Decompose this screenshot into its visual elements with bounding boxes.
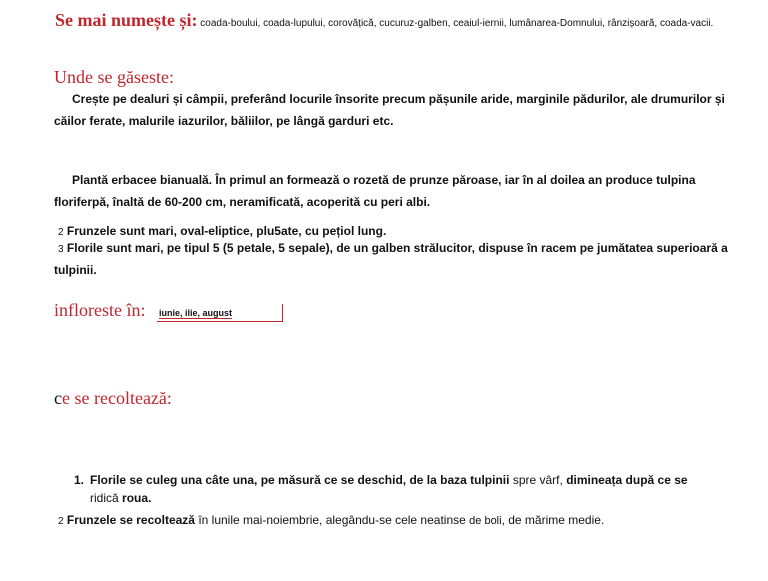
harvest-heading-rest: e se recoltează: — [62, 388, 172, 408]
harvest-item-part: dimineața după ce se — [566, 473, 688, 487]
harvest-item-part: ridică — [90, 491, 119, 505]
description-text-body: Plantă erbacee bianuală. În primul an formează o rozetă de prunze păroase, iar în al doilea an produce tulpina floriferpă, înaltă de 60-200 cm, neramificată, acoperită cu peri albi. — [54, 173, 696, 209]
bloom-months-value: iunie, ilie, august — [159, 308, 233, 318]
harvest-item-part: spre vârf, — [512, 473, 563, 487]
harvest-item-part: de boli — [469, 515, 502, 527]
harvest-item-part: Frunzele se recoltează — [66, 513, 195, 527]
harvest-item-part: Florile se culeg una câte una, pe măsură ce se deschid, de la baza tulpinii — [90, 473, 510, 487]
harvest-item — [58, 511, 748, 531]
feature-number: 3 — [58, 244, 64, 255]
harvest-item-part: roua. — [122, 491, 152, 505]
aliases-heading: Se mai numește și: — [55, 10, 198, 30]
description-text — [54, 169, 734, 213]
habitat-text-body: Crește pe dealuri și câmpii, preferând locurile însorite precum pășunile aride, marginile pădurilor, ale drumurilor și căilor ferate, malurile iazurilor, băliilor, pe lângă garduri etc. — [54, 92, 725, 128]
feature-number: 2 — [58, 227, 64, 238]
habitat-heading: Unde se găseste: — [54, 67, 174, 87]
harvest-heading-first-letter: c — [54, 388, 62, 408]
habitat-text — [54, 88, 734, 132]
aliases-names: coada-boului, coada-lupului, corovățică, cucuruz-galben, ceaiul-iernii, lumânarea-Domnului, rânzișoară, coada-vacii. — [200, 18, 714, 29]
bloom-heading: infloreste în: — [54, 300, 146, 320]
feature-item — [54, 238, 734, 281]
harvest-item-part: , de mărime medie. — [501, 513, 605, 527]
feature-text: Florile sunt mari, pe tipul 5 (5 petale, 5 sepale), de un galben strălucitor, dispuse în racem pe jumătatea superioară a tulpinii. — [54, 241, 728, 277]
bloom-months-field[interactable] — [157, 304, 283, 322]
feature-text: Frunzele sunt mari, oval-eliptice, plu5ate, cu pețiol lung. — [66, 224, 387, 238]
harvest-item-number: 1. — [74, 473, 85, 487]
harvest-heading — [54, 388, 172, 409]
harvest-item — [74, 471, 714, 507]
harvest-item-text — [74, 471, 714, 507]
harvest-item-number: 2 — [58, 516, 64, 527]
harvest-item-part: în lunile mai-noiembrie, alegându-se cele neatinse — [198, 513, 466, 527]
aliases-section — [55, 10, 745, 30]
